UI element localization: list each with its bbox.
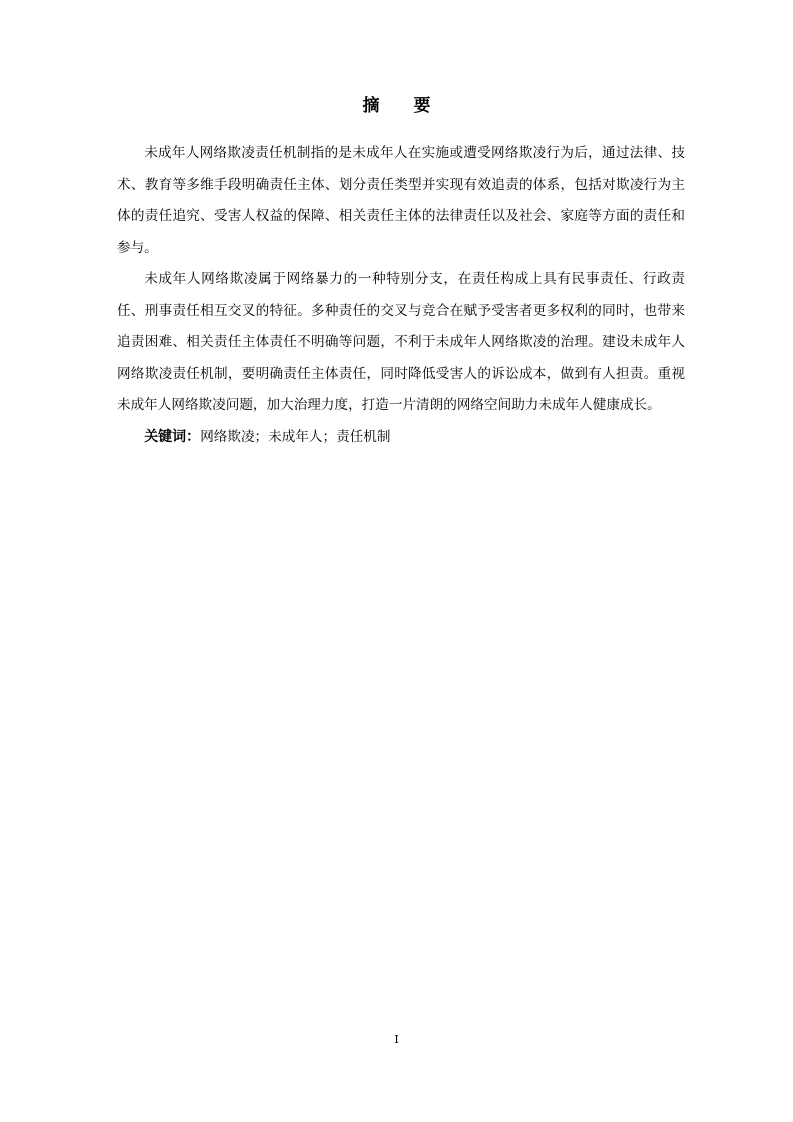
- keywords-value: 网络欺凌；未成年人；责任机制: [200, 428, 391, 445]
- keywords-label: 关键词：: [144, 428, 201, 445]
- abstract-title: 摘 要: [362, 96, 445, 116]
- abstract-paragraph-2: 未成年人网络欺凌属于网络暴力的一种特别分支，在责任构成上具有民事责任、行政责任、刑事责任相互交叉的特征。多种责任的交叉与竞合在赋予受害者更多权利的同时，也带来追责困难、相关责任主体责任不明确等问题，不利于未成年人网络欺凌的治理。建设未成年人网络欺凌责任机制，要明确责任主体责任，同时降低受害人的诉讼成本，做到有人担责。重视未成年人网络欺凌问题，加大治理力度，打造一片清朗的网络空间助力未成年人健康成长。: [117, 271, 685, 413]
- keywords-line: [117, 422, 685, 454]
- abstract-body: [117, 138, 685, 453]
- page-number: I: [394, 1033, 399, 1046]
- abstract-paragraph-1: 未成年人网络欺凌责任机制指的是未成年人在实施或遭受网络欺凌行为后，通过法律、技术、教育等多维手段明确责任主体、划分责任类型并实现有效追责的体系，包括对欺凌行为主体的责任追究、受害人权益的保障、相关责任主体的法律责任以及社会、家庭等方面的责任和参与。: [117, 145, 685, 256]
